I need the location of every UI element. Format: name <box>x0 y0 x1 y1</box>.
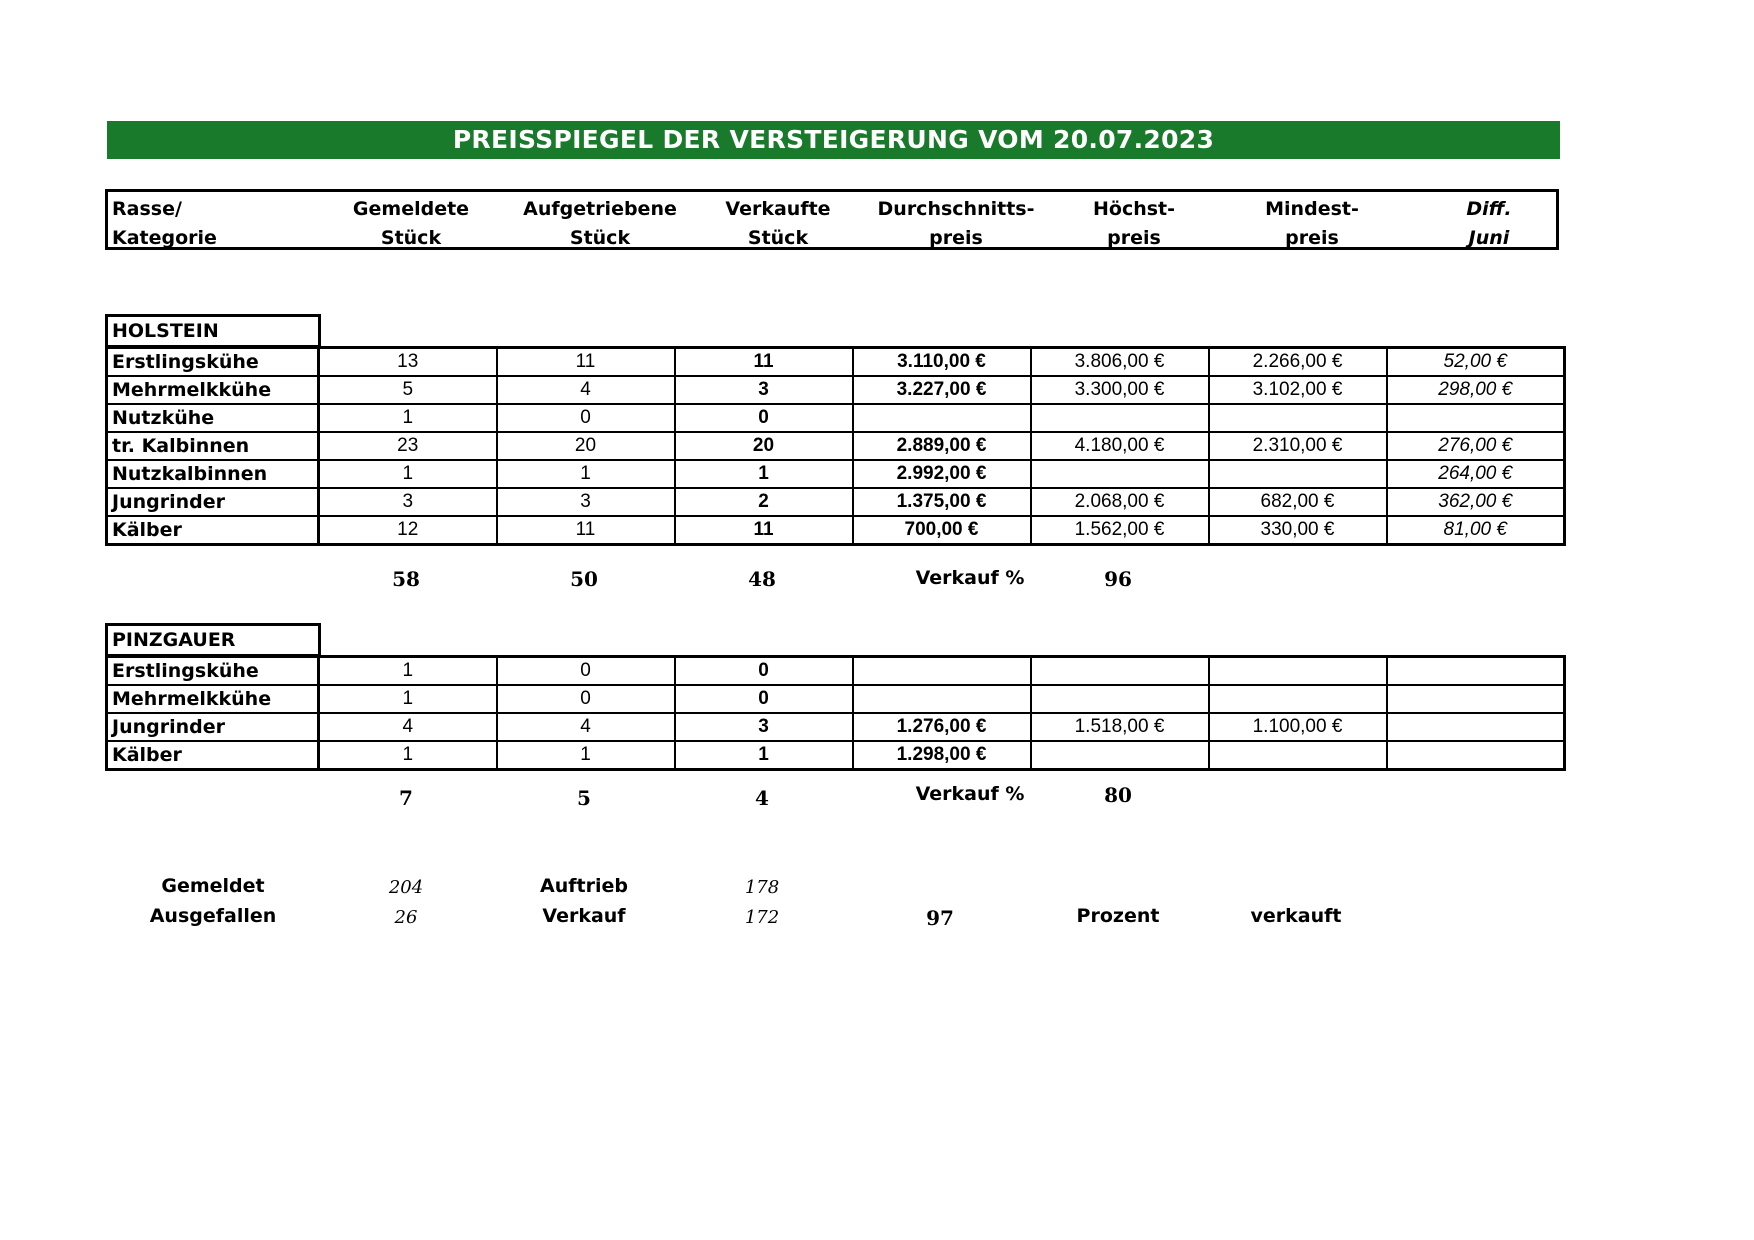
min-price-cell: 2.310,00 € <box>1209 432 1387 460</box>
header-verkaufte: Verkaufte <box>725 198 831 220</box>
aufgetrieben-cell: 20 <box>497 432 675 460</box>
min-price-cell: 3.102,00 € <box>1209 376 1387 404</box>
max-price-cell: 4.180,00 € <box>1031 432 1209 460</box>
aufgetrieben-cell: 11 <box>497 516 675 545</box>
header-diff: Diff. <box>1466 198 1512 220</box>
pinzgauer-verkauf-pct-label: Verkauf % <box>915 783 1025 805</box>
diff-cell <box>1387 713 1565 741</box>
table-header <box>105 189 1559 250</box>
holstein-verkauf-pct: 96 <box>1104 567 1132 591</box>
verkauft-cell: 3 <box>675 376 853 404</box>
table-row <box>107 348 1565 377</box>
table-row <box>107 432 1565 460</box>
header-gemeldete-stueck: Stück <box>380 227 442 249</box>
summary-auftrieb-label: Auftrieb <box>540 875 628 897</box>
verkauft-cell: 11 <box>675 348 853 377</box>
avg-price-cell <box>853 657 1031 686</box>
avg-price-cell: 3.110,00 € <box>853 348 1031 377</box>
aufgetrieben-cell: 4 <box>497 376 675 404</box>
diff-cell <box>1387 657 1565 686</box>
verkauft-cell: 2 <box>675 488 853 516</box>
avg-price-cell: 2.889,00 € <box>853 432 1031 460</box>
holstein-total-verkauft: 48 <box>748 567 776 591</box>
category-cell: Jungrinder <box>107 713 319 741</box>
min-price-cell <box>1209 460 1387 488</box>
table-row <box>107 516 1565 545</box>
table-row <box>107 713 1565 741</box>
diff-cell <box>1387 685 1565 713</box>
diff-cell: 276,00 € <box>1387 432 1565 460</box>
aufgetrieben-cell: 1 <box>497 741 675 770</box>
header-rasse: Rasse/ <box>112 198 182 220</box>
aufgetrieben-cell: 0 <box>497 657 675 686</box>
page-title: PREISSPIEGEL DER VERSTEIGERUNG VOM 20.07.2023 <box>107 121 1560 159</box>
min-price-cell <box>1209 404 1387 432</box>
avg-price-cell: 1.276,00 € <box>853 713 1031 741</box>
summary-verkauf-label: Verkauf <box>542 905 626 927</box>
verkauft-cell: 0 <box>675 657 853 686</box>
summary-ausgefallen-label: Ausgefallen <box>149 905 277 927</box>
summary-prozent-label: Prozent <box>1076 905 1160 927</box>
header-hoechstpreis-l2: preis <box>1107 227 1161 249</box>
pinzgauer-total-aufgetrieben: 5 <box>577 786 591 810</box>
summary-verkauft-label: verkauft <box>1250 905 1342 927</box>
category-cell: Erstlingskühe <box>107 348 319 377</box>
min-price-cell <box>1209 741 1387 770</box>
diff-cell <box>1387 741 1565 770</box>
table-row <box>107 741 1565 770</box>
aufgetrieben-cell: 11 <box>497 348 675 377</box>
max-price-cell <box>1031 741 1209 770</box>
aufgetrieben-cell: 4 <box>497 713 675 741</box>
diff-cell: 81,00 € <box>1387 516 1565 545</box>
gemeldet-cell: 3 <box>319 488 497 516</box>
holstein-table <box>105 346 1566 546</box>
min-price-cell: 682,00 € <box>1209 488 1387 516</box>
category-cell: Jungrinder <box>107 488 319 516</box>
header-verkaufte-stueck: Stück <box>747 227 809 249</box>
avg-price-cell <box>853 404 1031 432</box>
summary-verkauf-value: 172 <box>744 907 780 928</box>
aufgetrieben-cell: 3 <box>497 488 675 516</box>
table-row <box>107 685 1565 713</box>
header-mindestpreis-l2: preis <box>1285 227 1339 249</box>
category-cell: Kälber <box>107 516 319 545</box>
category-cell: tr. Kalbinnen <box>107 432 319 460</box>
verkauft-cell: 3 <box>675 713 853 741</box>
verkauft-cell: 1 <box>675 741 853 770</box>
holstein-total-gemeldet: 58 <box>392 567 420 591</box>
section-label-holstein: HOLSTEIN <box>105 314 321 348</box>
summary-auftrieb-value: 178 <box>744 877 780 898</box>
header-aufgetriebene: Aufgetriebene <box>523 198 677 220</box>
gemeldet-cell: 4 <box>319 713 497 741</box>
header-aufgetriebene-stueck: Stück <box>569 227 631 249</box>
min-price-cell: 330,00 € <box>1209 516 1387 545</box>
summary-ausgefallen-value: 26 <box>394 907 418 928</box>
category-cell: Kälber <box>107 741 319 770</box>
gemeldet-cell: 12 <box>319 516 497 545</box>
aufgetrieben-cell: 0 <box>497 685 675 713</box>
aufgetrieben-cell: 1 <box>497 460 675 488</box>
diff-cell: 298,00 € <box>1387 376 1565 404</box>
table-row <box>107 460 1565 488</box>
gemeldet-cell: 1 <box>319 657 497 686</box>
table-row <box>107 488 1565 516</box>
category-cell: Nutzkalbinnen <box>107 460 319 488</box>
verkauft-cell: 0 <box>675 685 853 713</box>
aufgetrieben-cell: 0 <box>497 404 675 432</box>
summary-gemeldet-label: Gemeldet <box>161 875 265 897</box>
holstein-verkauf-pct-label: Verkauf % <box>915 567 1025 589</box>
header-mindestpreis: Mindest- <box>1265 198 1359 220</box>
gemeldet-cell: 1 <box>319 404 497 432</box>
min-price-cell <box>1209 657 1387 686</box>
pinzgauer-table <box>105 655 1566 771</box>
max-price-cell: 3.806,00 € <box>1031 348 1209 377</box>
max-price-cell <box>1031 657 1209 686</box>
header-durchschnittspreis: Durchschnitts- <box>877 198 1035 220</box>
max-price-cell <box>1031 685 1209 713</box>
avg-price-cell: 1.375,00 € <box>853 488 1031 516</box>
gemeldet-cell: 1 <box>319 460 497 488</box>
header-gemeldete: Gemeldete <box>352 198 470 220</box>
header-kategorie: Kategorie <box>112 227 217 249</box>
avg-price-cell: 700,00 € <box>853 516 1031 545</box>
max-price-cell: 1.562,00 € <box>1031 516 1209 545</box>
max-price-cell <box>1031 404 1209 432</box>
category-cell: Mehrmelkkühe <box>107 685 319 713</box>
category-cell: Mehrmelkkühe <box>107 376 319 404</box>
category-cell: Nutzkühe <box>107 404 319 432</box>
max-price-cell: 2.068,00 € <box>1031 488 1209 516</box>
header-durchschnittspreis-l2: preis <box>929 227 983 249</box>
min-price-cell: 2.266,00 € <box>1209 348 1387 377</box>
header-diff-juni: Juni <box>1468 227 1510 249</box>
max-price-cell: 1.518,00 € <box>1031 713 1209 741</box>
gemeldet-cell: 1 <box>319 741 497 770</box>
holstein-total-aufgetrieben: 50 <box>570 567 598 591</box>
gemeldet-cell: 1 <box>319 685 497 713</box>
avg-price-cell <box>853 685 1031 713</box>
diff-cell: 362,00 € <box>1387 488 1565 516</box>
table-row <box>107 404 1565 432</box>
gemeldet-cell: 13 <box>319 348 497 377</box>
verkauft-cell: 0 <box>675 404 853 432</box>
pinzgauer-total-verkauft: 4 <box>755 786 769 810</box>
summary-gemeldet-value: 204 <box>388 877 424 898</box>
diff-cell <box>1387 404 1565 432</box>
summary-percent-value: 97 <box>926 906 954 930</box>
diff-cell: 52,00 € <box>1387 348 1565 377</box>
verkauft-cell: 20 <box>675 432 853 460</box>
min-price-cell <box>1209 685 1387 713</box>
avg-price-cell: 3.227,00 € <box>853 376 1031 404</box>
category-cell: Erstlingskühe <box>107 657 319 686</box>
gemeldet-cell: 5 <box>319 376 497 404</box>
verkauft-cell: 11 <box>675 516 853 545</box>
verkauft-cell: 1 <box>675 460 853 488</box>
gemeldet-cell: 23 <box>319 432 497 460</box>
max-price-cell <box>1031 460 1209 488</box>
avg-price-cell: 2.992,00 € <box>853 460 1031 488</box>
min-price-cell: 1.100,00 € <box>1209 713 1387 741</box>
table-row <box>107 657 1565 686</box>
max-price-cell: 3.300,00 € <box>1031 376 1209 404</box>
diff-cell: 264,00 € <box>1387 460 1565 488</box>
section-label-pinzgauer: PINZGAUER <box>105 623 321 657</box>
header-hoechstpreis: Höchst- <box>1092 198 1176 220</box>
avg-price-cell: 1.298,00 € <box>853 741 1031 770</box>
pinzgauer-total-gemeldet: 7 <box>399 786 413 810</box>
table-row <box>107 376 1565 404</box>
pinzgauer-verkauf-pct: 80 <box>1104 783 1132 807</box>
